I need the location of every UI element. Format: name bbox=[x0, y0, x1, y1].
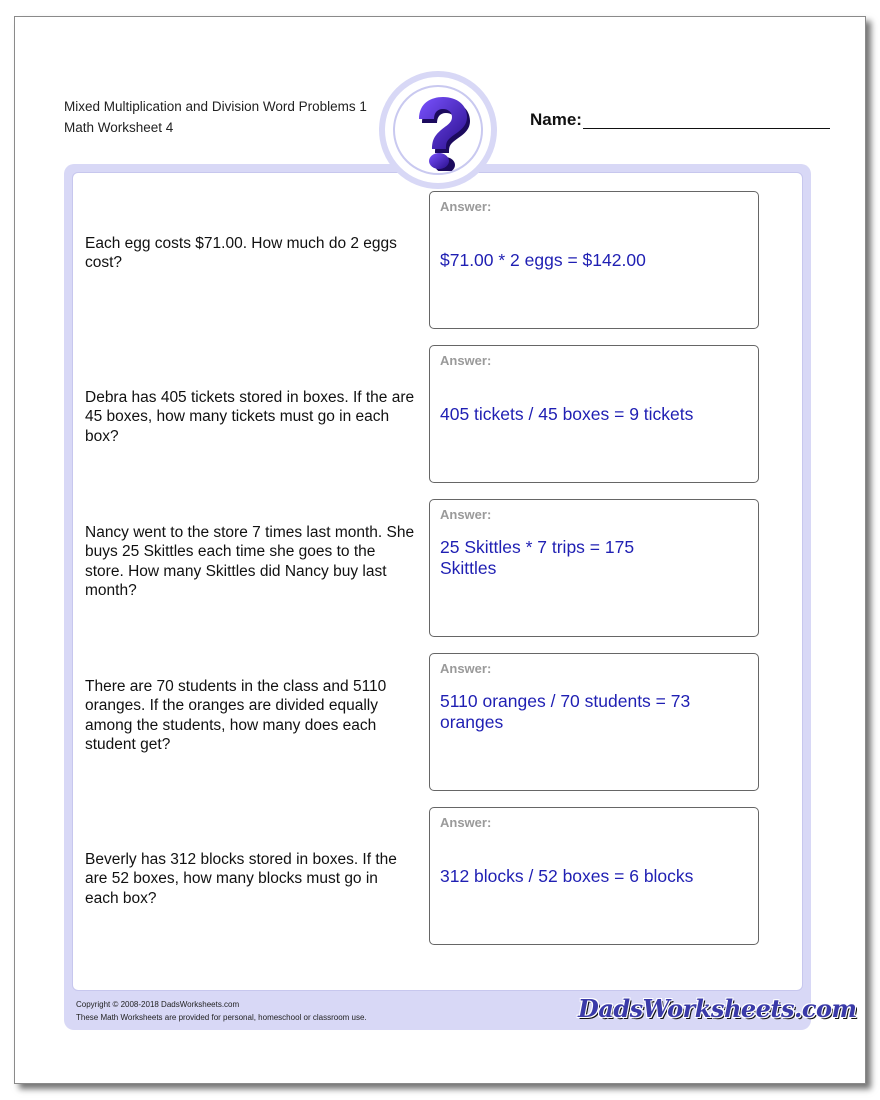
answer-label: Answer: bbox=[440, 815, 492, 830]
answer-label: Answer: bbox=[440, 353, 492, 368]
answer-label: Answer: bbox=[440, 661, 492, 676]
answer-label: Answer: bbox=[440, 507, 492, 522]
question-4: There are 70 students in the class and 5110 oranges. If the oranges are divided equally among the students, how many does each student get? bbox=[85, 678, 387, 753]
question-5: Beverly has 312 blocks stored in boxes. If the are 52 boxes, how many blocks must go in each box? bbox=[85, 851, 397, 907]
answer-box-4[interactable] bbox=[429, 653, 759, 791]
worksheet-title: Mixed Multiplication and Division Word Problems 1 bbox=[64, 99, 367, 114]
answer-box-2[interactable] bbox=[429, 345, 759, 483]
name-line bbox=[583, 128, 830, 129]
question-1: Each egg costs $71.00. How much do 2 eggs cost? bbox=[85, 235, 397, 272]
answer-text: $71.00 * 2 eggs = $142.00 bbox=[440, 250, 646, 270]
answer-text: 312 blocks / 52 boxes = 6 blocks bbox=[440, 866, 694, 886]
footer-copyright bbox=[76, 998, 367, 1024]
brand-logo: DadsWorksheets.com bbox=[578, 994, 857, 1023]
answer-box-1[interactable] bbox=[429, 191, 759, 329]
question-3: Nancy went to the store 7 times last month. She buys 25 Skittles each time she goes to the store. How many Skittles did Nancy buy last month? bbox=[85, 524, 415, 599]
question-mark-icon bbox=[401, 91, 475, 171]
worksheet-subtitle: Math Worksheet 4 bbox=[64, 120, 174, 135]
answer-box-5[interactable] bbox=[429, 807, 759, 945]
answer-label: Answer: bbox=[440, 199, 492, 214]
usage-note: These Math Worksheets are provided for personal, homeschool or classroom use. bbox=[76, 1013, 367, 1022]
answer-text: 5110 oranges / 70 students = 73 oranges bbox=[440, 691, 691, 732]
answer-box-3[interactable] bbox=[429, 499, 759, 637]
name-field[interactable] bbox=[530, 110, 830, 130]
answer-text: 405 tickets / 45 boxes = 9 tickets bbox=[440, 404, 694, 424]
answer-text: 25 Skittles * 7 trips = 175 Skittles bbox=[440, 537, 635, 578]
name-label: Name: bbox=[530, 110, 582, 129]
copyright-text: Copyright © 2008-2018 DadsWorksheets.com bbox=[76, 1000, 240, 1009]
logo-badge bbox=[379, 71, 497, 189]
worksheet-header bbox=[64, 96, 367, 138]
question-2: Debra has 405 tickets stored in boxes. If the are 45 boxes, how many tickets must go in each box? bbox=[85, 389, 415, 445]
